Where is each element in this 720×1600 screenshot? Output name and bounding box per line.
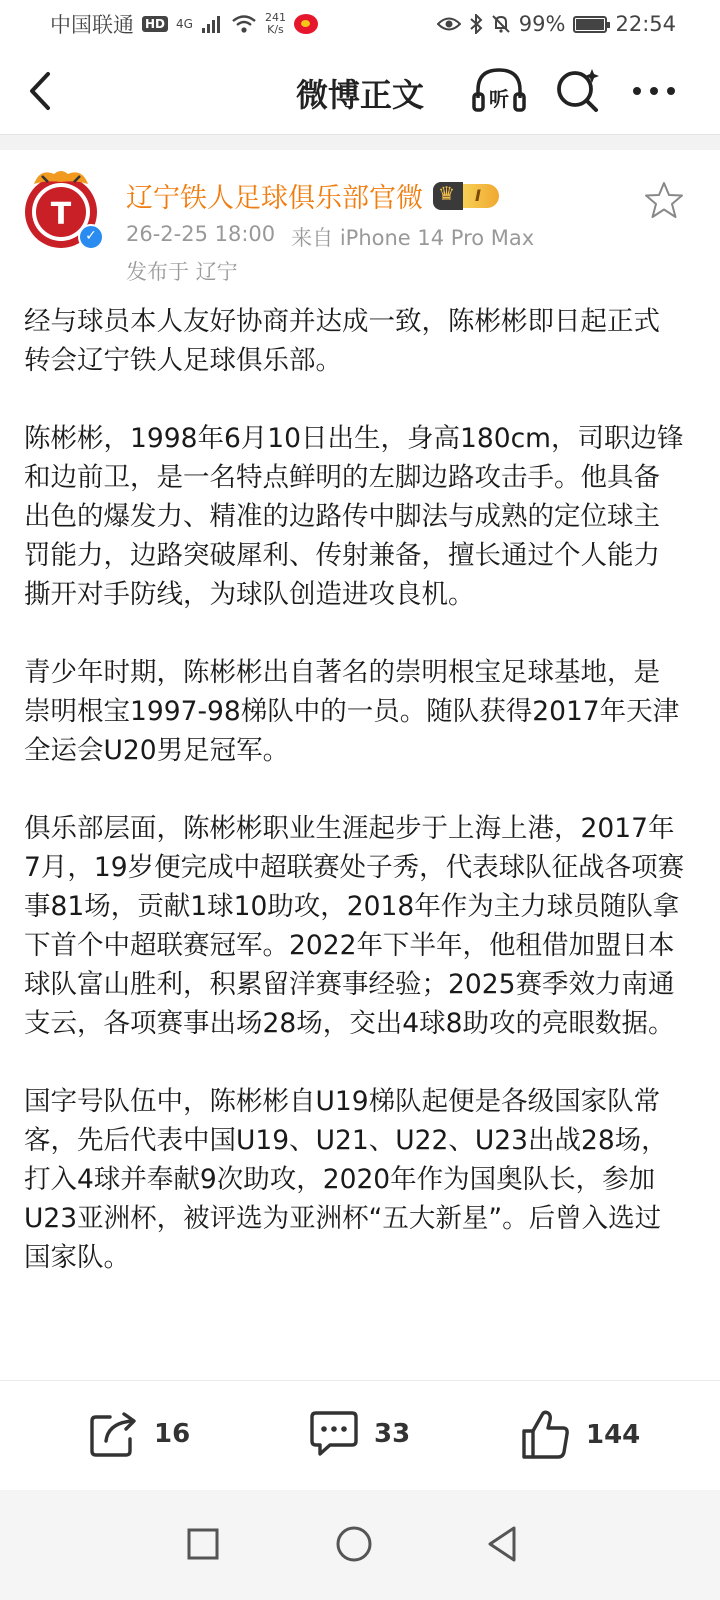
like-count: 144 <box>586 1420 641 1450</box>
paragraph: 陈彬彬，1998年6月10日出生，身高180cm，司职边锋和边前卫，是一名特点鲜明的左脚边路攻击手。他具备出色的爆发力、精准的边路传中脚法与成熟的定位球主罚能力，边路突破犀利、传射兼备，擅长通过个人能力撕开对手防线，为球队创造进攻良机。 <box>24 423 684 610</box>
status-bar <box>0 0 720 48</box>
favorite-star-icon[interactable] <box>644 180 684 220</box>
back-nav-icon[interactable] <box>484 1524 520 1564</box>
wifi-icon <box>231 14 257 34</box>
post-content <box>24 302 686 1316</box>
paragraph: 青少年时期，陈彬彬出自著名的崇明根宝足球基地，是崇明根宝1997-98梯队中的一员。随队获得2017年天津全运会U20男足冠军。 <box>24 657 680 766</box>
post-source: 来自 iPhone 14 Pro Max <box>291 226 535 250</box>
comment-count: 33 <box>374 1419 411 1449</box>
post-header <box>0 150 720 292</box>
thumbs-up-icon <box>520 1409 572 1461</box>
weibo-notification-icon <box>294 14 318 34</box>
paragraph: 国字号队伍中，陈彬彬自U19梯队起便是各级国家队常客，先后代表中国U19、U21、U22、U23出战28场，打入4球并奉献9次助攻，2020年作为国奥队长，参加U23亚洲杯，被评选为亚洲杯“五大新星”。后曾入选过国家队。 <box>24 1086 668 1273</box>
page-title: 微博正文 <box>295 76 424 114</box>
author-name[interactable]: 辽宁铁人足球俱乐部官微 <box>126 183 423 214</box>
system-nav-bar <box>0 1490 720 1600</box>
listen-icon[interactable] <box>470 64 528 118</box>
comment-button[interactable] <box>308 1409 410 1459</box>
more-icon[interactable] <box>630 70 678 112</box>
section-divider <box>0 134 720 150</box>
author-row <box>126 176 499 215</box>
action-bar <box>0 1380 720 1490</box>
svg-text:听: 听 <box>489 87 509 111</box>
svg-text:T: T <box>50 197 72 232</box>
bluetooth-icon <box>469 14 483 34</box>
status-right <box>437 12 676 36</box>
mute-bell-icon <box>491 14 511 34</box>
speed-value: 241 <box>264 11 286 24</box>
status-left <box>50 9 318 39</box>
network-type: 4G <box>176 17 193 31</box>
speed-unit: K/s <box>267 23 284 36</box>
battery-fill <box>576 19 604 30</box>
repost-icon <box>88 1409 140 1459</box>
carrier-name: 中国联通 <box>50 13 134 37</box>
vip-level: I <box>463 184 499 208</box>
vip-badge-icon[interactable] <box>433 182 499 210</box>
network-speed <box>265 12 286 36</box>
eye-icon <box>437 16 461 32</box>
paragraph: 经与球员本人友好协商并达成一致，陈彬彬即日起正式转会辽宁铁人足球俱乐部。 <box>24 306 660 376</box>
top-nav <box>0 48 720 134</box>
repost-button[interactable] <box>88 1409 190 1459</box>
hd-icon: HD <box>142 16 168 32</box>
verified-badge-icon: ✓ <box>78 224 104 250</box>
clock: 22:54 <box>615 12 676 36</box>
search-icon[interactable] <box>554 66 602 116</box>
battery-icon <box>573 16 607 33</box>
back-arrow-icon[interactable] <box>22 66 62 116</box>
paragraph: 俱乐部层面，陈彬彬职业生涯起步于上海上港，2017年7月，19岁便完成中超联赛处子秀，代表球队征战各项赛事81场，贡献1球10助攻，2018年作为主力球员随队拿下首个中超联赛冠军。2022年下半年，他租借加盟日本球队富山胜利，积累留洋赛事经验；2025赛季效力南通支云，各项赛事出场28场，交出4球8助攻的亮眼数据。 <box>24 813 685 1039</box>
recent-apps-icon[interactable] <box>186 1524 220 1564</box>
signal-icon <box>201 15 223 33</box>
post-meta <box>126 222 534 252</box>
repost-count: 16 <box>154 1419 191 1449</box>
battery-percent: 99% <box>518 12 566 36</box>
crown-icon <box>433 182 463 210</box>
post-location: 发布于 辽宁 <box>126 260 238 284</box>
post-timestamp: 26-2-25 18:00 <box>126 222 276 246</box>
comment-icon <box>308 1409 360 1459</box>
like-button[interactable] <box>520 1409 640 1461</box>
home-icon[interactable] <box>334 1524 374 1564</box>
